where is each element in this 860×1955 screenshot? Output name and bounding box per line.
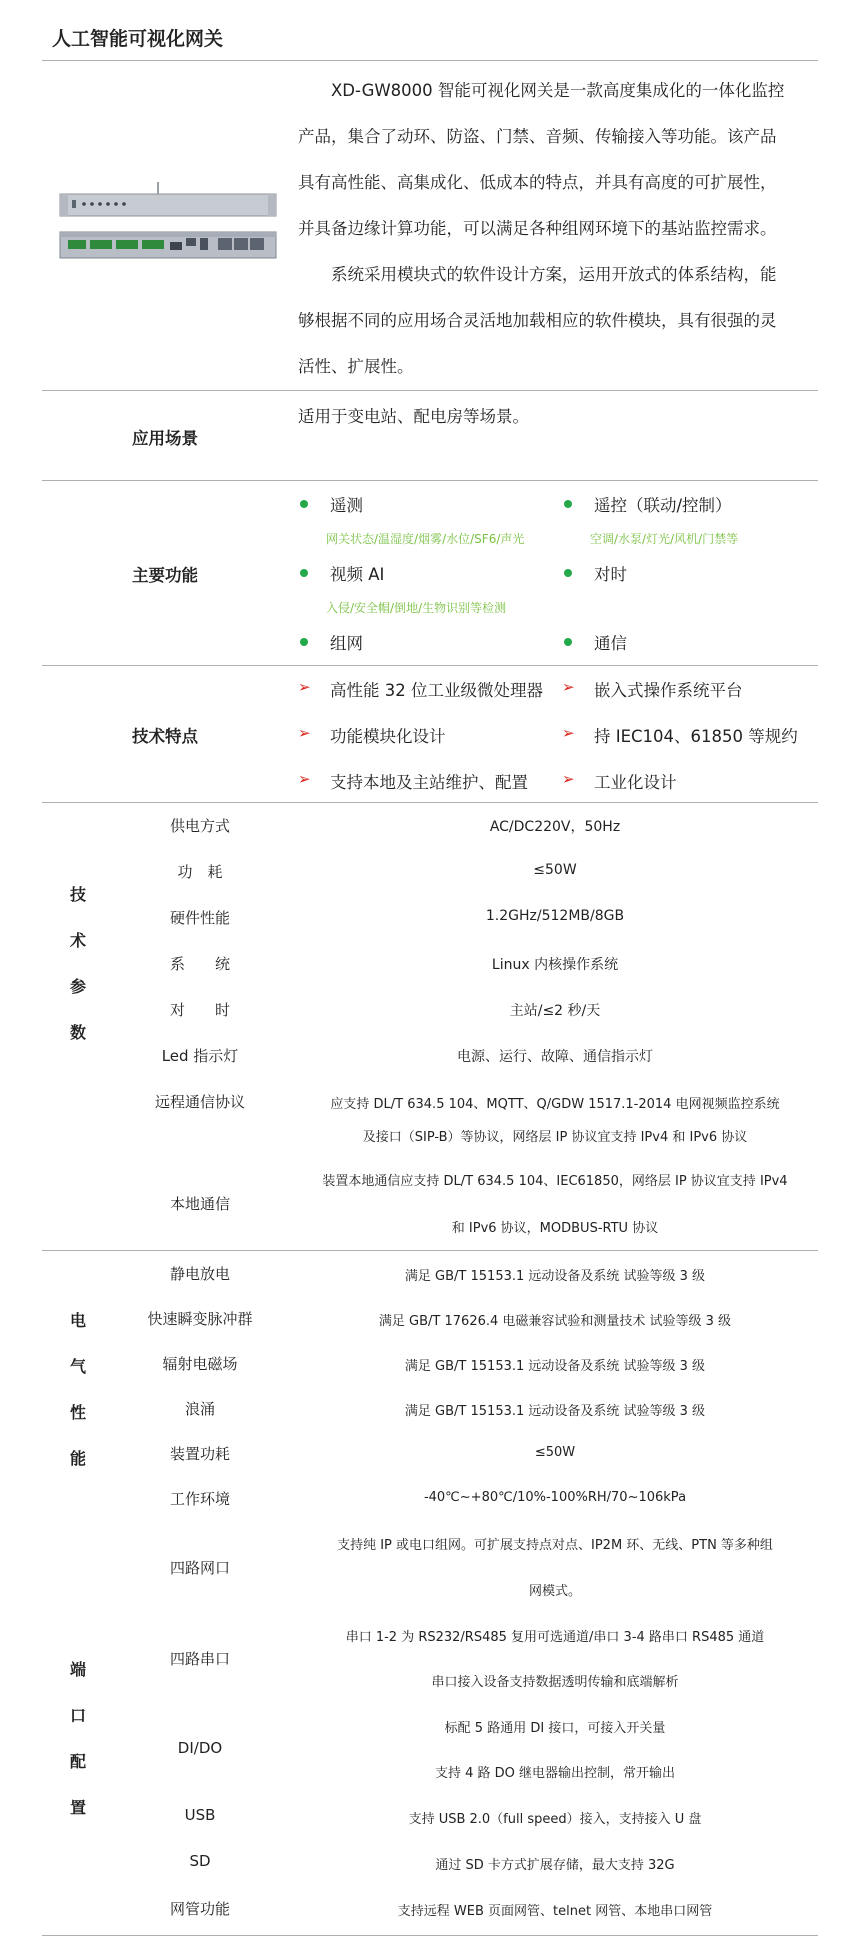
param-value: ≤50W [534,1445,576,1460]
divider [42,480,818,481]
category-label-tech: 技 术 参 数 [69,885,86,1042]
function-sub: 入侵/安全帽/倒地/生物识别等检测 [326,601,507,615]
param-value: 支持远程 WEB 页面网管、telnet 网管、本地串口网管 [397,1904,713,1919]
param-value: 满足 GB/T 15153.1 远动设备及系统 试验等级 3 级 [404,1404,706,1419]
param-name: 装置功耗 [169,1445,230,1463]
divider [42,802,818,803]
function-item: 组网 [330,634,363,653]
bullet-dot-icon [300,500,308,508]
param-value: ≤50W [533,862,577,878]
param-value: 装置本地通信应支持 DL/T 634.5 104、IEC61850，网络层 IP 协议宜支持 IPv4 [322,1174,788,1189]
param-name: 功 耗 [177,863,223,881]
divider [42,60,818,61]
category-label-ports: 端 口 配 置 [69,1660,86,1817]
param-name: DI/DO [177,1739,223,1757]
param-value: 标配 5 路通用 DI 接口，可接入开关量 [444,1721,666,1736]
param-value: 电源、运行、故障、通信指示灯 [457,1049,653,1065]
divider [42,390,818,391]
functions-label: 主要功能 [132,566,198,585]
arrow-bullet-icon: ➢ [298,770,311,788]
intro-paragraph-2: 系统采用模块式的软件设计方案，运用开放式的体系结构，能 够根据不同的应用场合灵活地加载相应的软件模块，具有很强的灵 活性、扩展性。 [298,265,777,376]
param-value: 通过 SD 卡方式扩展存储，最大支持 32G [435,1858,675,1873]
arrow-bullet-icon: ➢ [298,724,311,742]
function-sub: 网关状态/温湿度/烟雾/水位/SF6/声光 [326,532,525,546]
param-name: 辐射电磁场 [162,1355,238,1373]
bullet-dot-icon [300,638,308,646]
param-name: 浪涌 [184,1400,215,1418]
param-value: 满足 GB/T 15153.1 远动设备及系统 试验等级 3 级 [404,1359,706,1374]
bullet-dot-icon [564,638,572,646]
param-value: 串口接入设备支持数据透明传输和底端解析 [431,1675,679,1690]
param-value: 主站/≤2 秒/天 [509,1003,601,1019]
function-item: 视频 AI [330,565,385,584]
param-name: 四路网口 [169,1559,230,1577]
application-text: 适用于变电站、配电房等场景。 [298,407,529,426]
function-item: 遥控（联动/控制） [594,496,732,515]
arrow-bullet-icon: ➢ [562,678,575,696]
param-value: 网模式。 [528,1584,581,1599]
param-name: 本地通信 [169,1195,230,1213]
param-value: 串口 1-2 为 RS232/RS485 复用可选通道/串口 3-4 路串口 RS485 通道 [345,1630,765,1645]
param-name: Led 指示灯 [161,1047,239,1065]
arrow-bullet-icon: ➢ [562,724,575,742]
function-sub: 空调/水泵/灯光/风机/门禁等 [590,532,739,546]
bullet-dot-icon [564,569,572,577]
param-name: 供电方式 [169,817,230,835]
param-value: 支持 4 路 DO 继电器输出控制，常开输出 [434,1766,676,1781]
bullet-dot-icon [564,500,572,508]
bullet-dot-icon [300,569,308,577]
param-value: -40℃~+80℃/10%-100%RH/70~106kPa [423,1490,687,1505]
function-item: 对时 [594,565,627,584]
gateway-device-icon [58,180,278,266]
param-value: 及接口（SIP-B）等协议，网络层 IP 协议宜支持 IPv4 和 IPv6 协议 [362,1130,748,1145]
param-name: USB [184,1806,216,1824]
function-item: 通信 [594,634,627,653]
param-value: 满足 GB/T 17626.4 电磁兼容试验和测量技术 试验等级 3 级 [378,1314,732,1329]
feature-item: 支持本地及主站维护、配置 [330,773,528,792]
page-title: 人工智能可视化网关 [52,28,224,50]
param-value: 1.2GHz/512MB/8GB [485,908,625,924]
param-value: 应支持 DL/T 634.5 104、MQTT、Q/GDW 1517.1-2014 电网视频监控系统 [330,1097,780,1112]
features-label: 技术特点 [132,727,198,746]
param-name: 工作环境 [169,1490,230,1508]
feature-item: 工业化设计 [594,773,677,792]
category-label-electrical: 电 气 性 能 [69,1311,86,1468]
param-name: 快速瞬变脉冲群 [147,1310,253,1328]
feature-item: 高性能 32 位工业级微处理器 [330,681,543,700]
param-name: 四路串口 [169,1650,230,1668]
param-value: Linux 内核操作系统 [491,957,619,973]
param-name: 网管功能 [169,1900,230,1918]
feature-item: 持 IEC104、61850 等规约 [594,727,798,746]
intro-paragraph-1: XD-GW8000 智能可视化网关是一款高度集成化的一体化监控 产品，集合了动环、防盗、门禁、音频、传输接入等功能。该产品 具有高性能、高集成化、低成本的特点，并具有高度的可扩展性， 并具备边缘计算功能，可以满足各种组网环境下的基站监控需求。 [298,81,785,238]
param-value: 支持纯 IP 或电口组网。可扩展支持点对点、IP2M 环、无线、PTN 等多种组 [337,1538,773,1553]
param-value: AC/DC220V，50Hz [489,819,621,835]
application-label: 应用场景 [132,429,198,448]
param-name: SD [189,1852,211,1870]
param-name: 静电放电 [169,1265,230,1283]
feature-item: 嵌入式操作系统平台 [594,681,743,700]
divider [42,665,818,666]
param-name: 对 时 [169,1001,230,1019]
divider [42,1250,818,1251]
param-value: 和 IPv6 协议，MODBUS-RTU 协议 [451,1221,659,1236]
param-name: 硬件性能 [169,909,230,927]
arrow-bullet-icon: ➢ [562,770,575,788]
divider [42,1935,818,1936]
device-image [58,180,278,266]
param-name: 系 统 [169,955,230,973]
arrow-bullet-icon: ➢ [298,678,311,696]
feature-item: 功能模块化设计 [330,727,446,746]
param-name: 远程通信协议 [154,1093,245,1111]
function-item: 遥测 [330,496,363,515]
param-value: 支持 USB 2.0（full speed）接入，支持接入 U 盘 [408,1812,702,1827]
param-value: 满足 GB/T 15153.1 远动设备及系统 试验等级 3 级 [404,1269,706,1284]
